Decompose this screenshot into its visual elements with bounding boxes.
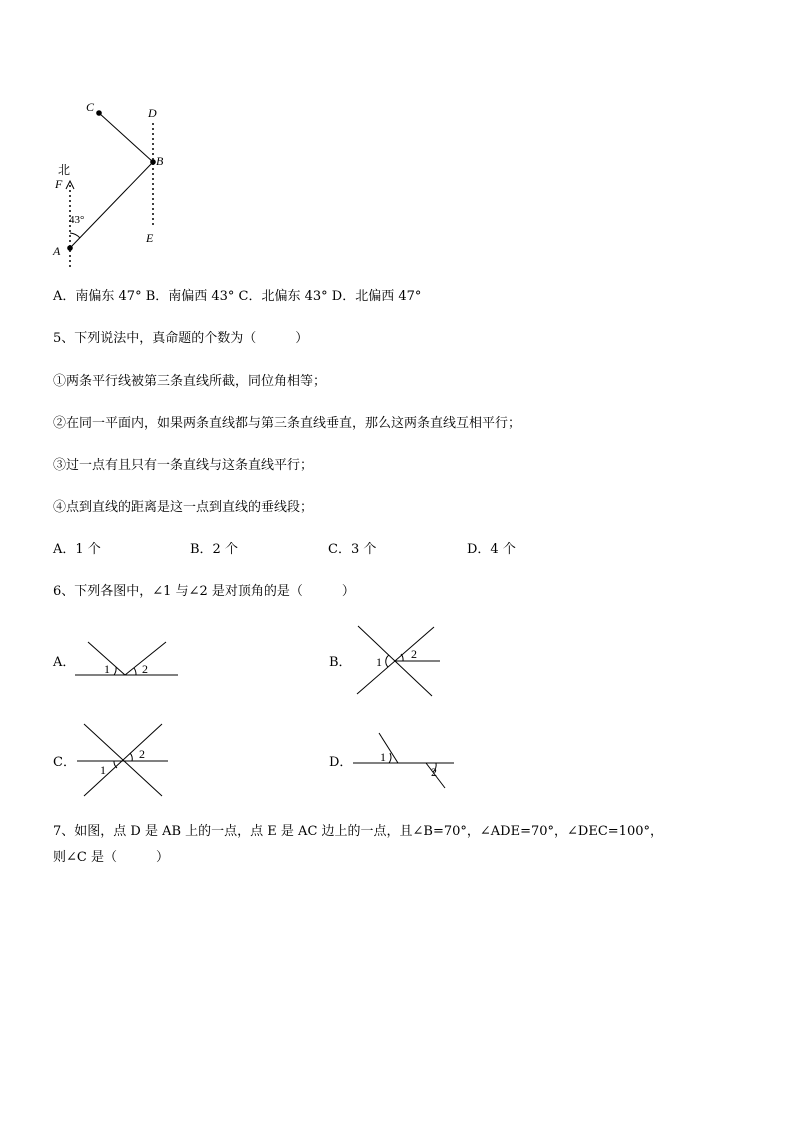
q6-figure-b — [352, 624, 447, 698]
label-E: E — [146, 231, 154, 245]
point-A — [67, 245, 73, 251]
q6-figure-a — [70, 636, 185, 681]
angle-2-label: 2 — [411, 647, 417, 661]
q5-statement-1: ①两条平行线被第三条直线所截，同位角相等； — [53, 374, 327, 389]
q5-statement-3: ③过一点有且只有一条直线与这条直线平行； — [53, 458, 314, 473]
point-C — [96, 110, 102, 116]
angle-1-label: 1 — [104, 662, 110, 676]
angle-1-label: 1 — [100, 763, 106, 777]
q6-option-a-label: A． — [53, 655, 76, 670]
label-B: B — [156, 154, 164, 168]
angle-1-arc — [114, 761, 117, 768]
angle-1-label: 1 — [376, 655, 382, 669]
q6-option-b-label: B． — [329, 655, 352, 670]
q5-statement-2: ②在同一平面内，如果两条直线都与第三条直线垂直，那么这两条直线互相平行； — [53, 416, 522, 431]
label-D: D — [148, 106, 157, 120]
angle-1-arc — [114, 667, 116, 675]
q6-figure-d — [348, 730, 458, 792]
label-C: C — [86, 100, 95, 114]
angle-2-label: 2 — [142, 662, 148, 676]
angle-2-arc — [134, 668, 136, 675]
point-B — [150, 159, 156, 165]
q5-stem: 5、下列说法中，真命题的个数为（ ） — [53, 331, 309, 346]
segment-CB — [99, 113, 153, 162]
angle-1-arc — [386, 655, 389, 667]
q6-figure-c — [72, 722, 172, 798]
q5-option-d: D．4 个 — [467, 542, 516, 557]
angle-2-label: 2 — [431, 765, 437, 779]
label-angle-43: 43° — [69, 214, 85, 226]
q7-line-2: 则∠C 是（ ） — [53, 850, 169, 865]
label-north: 北 — [58, 163, 71, 177]
label-A: A — [53, 244, 61, 258]
q6-stem: 6、下列各图中，∠1 与∠2 是对顶角的是（ ） — [53, 584, 355, 599]
q6-option-c-label: C． — [53, 755, 76, 770]
angle-2-label: 2 — [139, 747, 145, 761]
angle-2-arc — [401, 654, 403, 661]
segment-AB — [70, 162, 153, 248]
q6-option-d-label: D． — [329, 755, 353, 770]
angle-arc-A — [70, 233, 80, 238]
q4-options: A．南偏东 47° B．南偏西 43° C．北偏东 43° D．北偏西 47° — [53, 289, 422, 304]
label-F: F — [55, 177, 63, 191]
q5-statement-4: ④点到直线的距离是这一点到直线的垂线段； — [53, 500, 314, 515]
compass-direction-figure — [40, 95, 180, 270]
q5-option-b: B．2 个 — [190, 542, 238, 557]
angle-1-label: 1 — [380, 750, 386, 764]
angle-1-arc — [389, 753, 391, 763]
angle-2-arc — [130, 753, 132, 761]
q5-option-c: C．3 个 — [328, 542, 377, 557]
q5-option-a: A．1 个 — [53, 542, 101, 557]
q7-line-1: 7、如图，点 D 是 AB 上的一点，点 E 是 AC 边上的一点，且∠B=70°，∠ADE=70°，∠DEC=100°， — [53, 824, 663, 839]
